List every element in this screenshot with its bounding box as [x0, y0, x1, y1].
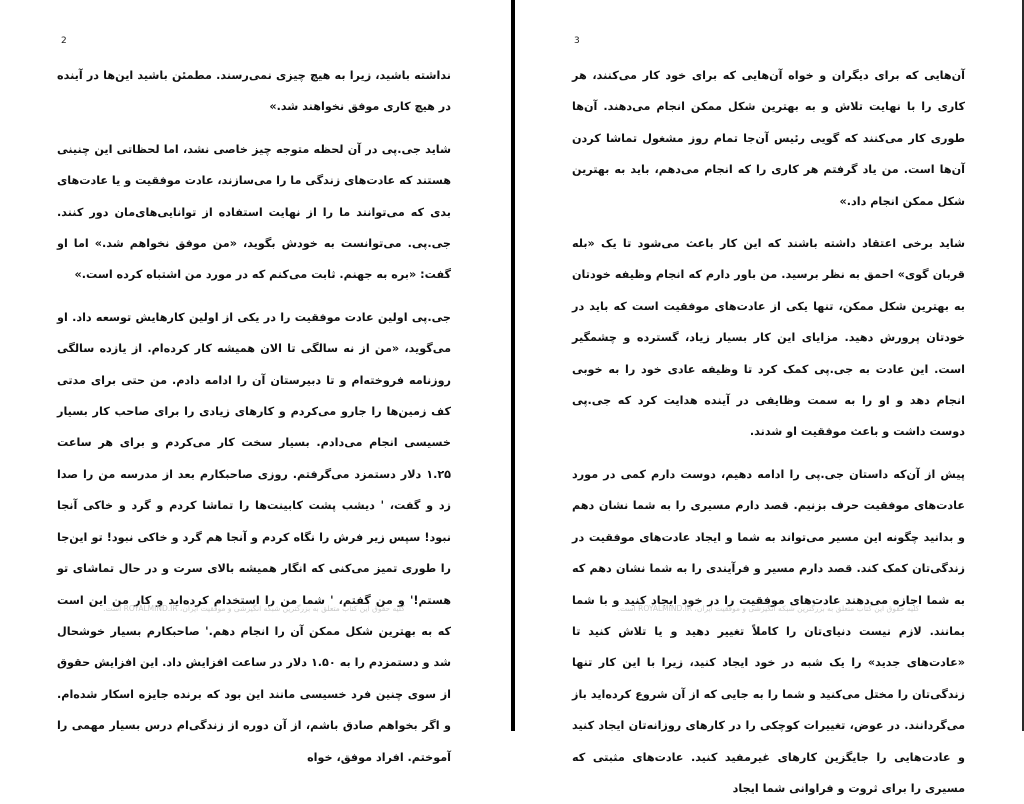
copyright-footer: کلیه حقوق این کتاب متعلق به بزرگترین شبکه انگیزشی و موفقیت ایران، ROYALMIND.IR است. [617, 604, 920, 613]
left-page [0, 0, 511, 764]
paragraph: پیش از آن‌که داستان جی.پی را ادامه دهیم، دوست دارم کمی در مورد عادت‌های موفقیت حرف بزنیم. قصد دارم مسیری را به شما نشان دهم و بدانید چگونه این مسیر می‌تواند به شما و ایجاد عادت‌های موفقیت در زندگی‌تان کمک کند. قصد دارم مسیر و فرآیندی را به شما نشان دهم که به شما اجازه می‌دهند عادت‌های موفقیت را در خود ایجاد کنید و با شما بمانند. لازم نیست دنیای‌تان را کاملاً تغییر دهید و یا تلاش کنید تا «عادت‌های جدید» را یک شبه در خود ایجاد کنید، زیرا با این کار تنها زندگی‌تان را مختل می‌کنید و شما را به جایی که از آن شروع کرده‌اید باز می‌گردانند. در عوض، تغییرات کوچکی را در کارهای روزانه‌تان ایجاد کنید و عادت‌هایی را جایگزین کارهای غیرمفید کنید. عادت‌های مثبتی که مسیری را برای ثروت و فراوانی شما ایجاد [572, 467, 965, 795]
page-body-text [572, 60, 965, 804]
paragraph: شاید جی.پی در آن لحظه متوجه چیز خاصی نشد، اما لحظاتی این چنینی هستند که عادت‌های زندگی ما را می‌سازند، عادت موفقیت و یا عادت‌های بدی که می‌توانند ما را از نهایت استفاده از توانایی‌های‌مان دور کنند. جی.پی. می‌توانست به خودش بگوید، «من موفق نخواهم شد.» اما او گفت: «بره به جهنم. ثابت می‌کنم که در مورد من اشتباه کرده است.» [57, 142, 451, 282]
right-page [515, 0, 1024, 795]
copyright-footer: کلیه حقوق این کتاب متعلق به بزرگترین شبکه انگیزشی و موفقیت ایران، ROYALMIND.IR است. [103, 604, 405, 613]
page-number: 3 [574, 36, 580, 46]
paragraph: آن‌هایی که برای دیگران و خواه آن‌هایی که برای خود کار می‌کنند، هر کاری را با نهایت تلاش و به بهترین شکل ممکن انجام می‌دهند. آن‌ها طوری کار می‌کنند که گویی رئیس آن‌جا تمام روز مشغول تماشا کردن آن‌ها است. من یاد گرفتم هر کاری را که انجام می‌دهم، باید به بهترین شکل ممکن انجام داد.» [572, 69, 965, 208]
page-number: 2 [61, 36, 67, 46]
paragraph: شاید برخی اعتقاد داشته باشند که این کار باعث می‌شود تا یک «بله قربان گوی» احمق به نظر برسید. من باور دارم که انجام وظیفه خودتان به بهترین شکل ممکن، تنها یکی از عادت‌های موفقیت است که باید در خودتان پرورش دهید. مزایای این کار بسیار زیاد، گسترده و چشمگیر است. این عادت به جی.پی کمک کرد تا وظیفه عادی خود را به خوبی انجام دهد و او را به سمت وظایفی در آینده هدایت کرد که جی.پی دوست داشت و باعث موفقیت او شدند. [572, 237, 965, 439]
paragraph: جی.پی اولین عادت موفقیت را در یکی از اولین کارهایش توسعه داد. او می‌گوید، «من از نه سالگی تا الان همیشه کار کرده‌ام. از یازده سالگی روزنامه فروخته‌ام و تا دبیرستان آن را ادامه دادم. من حتی برای مدتی کف زمین‌ها را جارو می‌کردم و کارهای زیادی را برای صاحب کار بسیار خسیسی انجام می‌دادم. بسیار سخت کار می‌کردم و برای هر ساعت ۱.۲۵ دلار دستمزد می‌گرفتم. روزی صاحبکارم بعد از مدرسه من را صدا زد و گفت، ' دیشب پشت کابینت‌ها را تماشا کردم و گرد و خاکی آنجا نبود! سپس زیر فرش را نگاه کردم و آنجا هم گرد و خاکی نبود! تو این‌جا را طوری تمیز می‌کنی که انگار همیشه بالای سرت و در حال تماشای تو هستم!' و من گفتم، ' شما من را استخدام کرده‌اید و کار من این است که به بهترین شکل ممکن آن را انجام دهم.' صاحبکارم بسیار خوشحال شد و دستمزدم را به ۱.۵۰ دلار در ساعت افزایش داد. این افزایش حقوق از سوی چنین فرد خسیسی مانند این بود که برنده جایزه اسکار شده‌ام. و اگر بخواهم صادق باشم، از آن دوره از زندگی‌ام درس بسیار مهمی را آموختم. افراد موفق، خواه [57, 310, 452, 764]
paragraph: نداشته باشید، زیرا به هیچ چیزی نمی‌رسند. مطمئن باشید این‌ها در آینده در هیچ کاری موفق نخواهند شد.» [57, 69, 451, 114]
page-body-text [57, 60, 451, 773]
